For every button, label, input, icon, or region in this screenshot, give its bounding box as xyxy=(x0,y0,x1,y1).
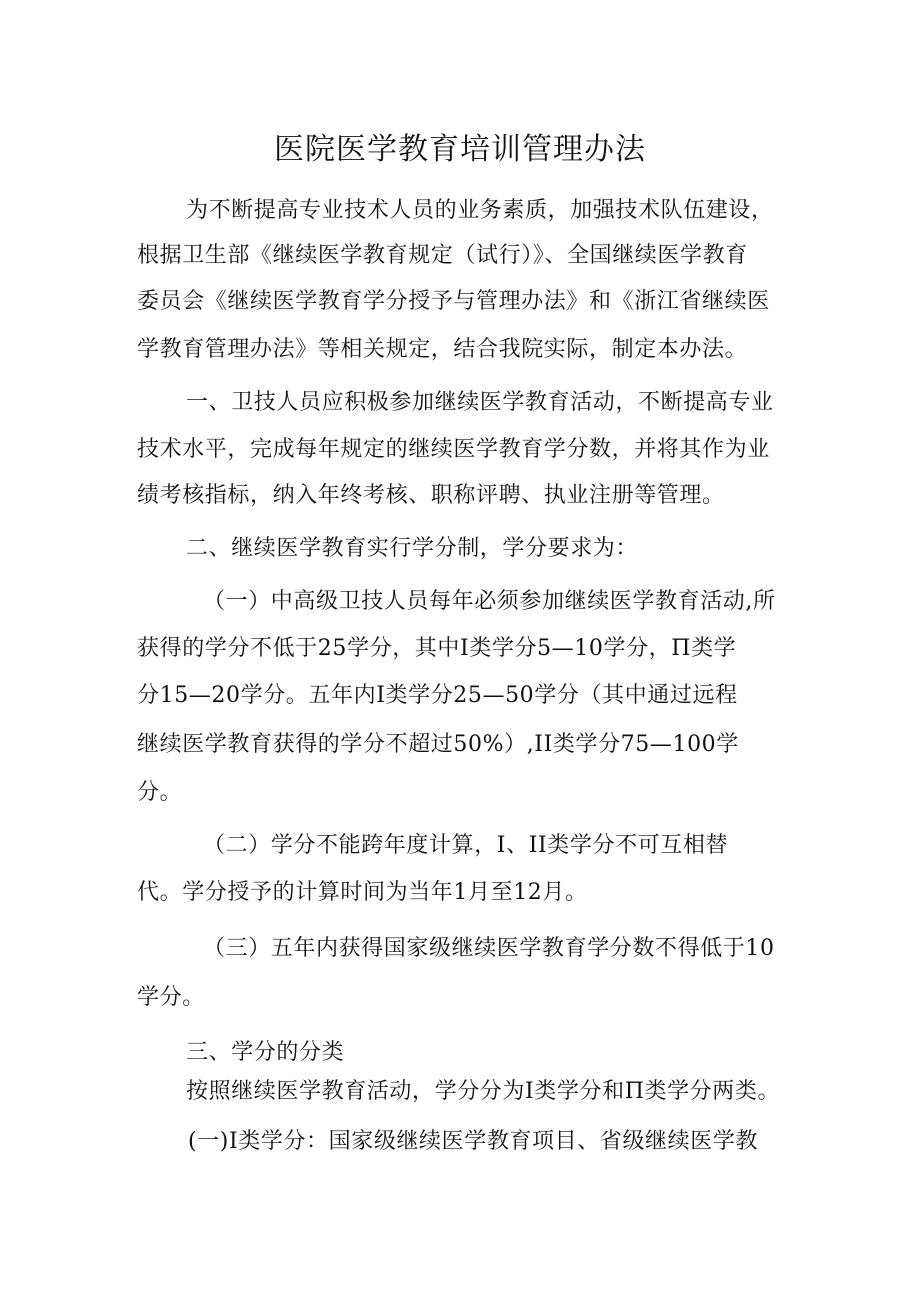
paragraph-line: 委员会《继续医学教育学分授予与管理办法》和《浙江省继续医 xyxy=(137,289,770,314)
paragraph-line: 一、卫技人员应积极参加继续医学教育活动，不断提高专业 xyxy=(186,390,774,415)
paragraph-line: 获得的学分不低于25学分，其中I类学分5—10学分，Π类学 xyxy=(137,636,737,661)
paragraph-line: （三）五年内获得国家级继续医学教育学分数不得低于10 xyxy=(203,936,775,961)
document-title: 医院医学教育培训管理办法 xyxy=(274,132,646,167)
section-heading: 二、继续医学教育实行学分制，学分要求为： xyxy=(186,536,639,561)
paragraph-line: 分15—20学分。五年内I类学分25—50学分（其中通过远程 xyxy=(137,683,738,708)
paragraph-line: 根据卫生部《继续医学教育规定（试行）》、全国继续医学教育 xyxy=(137,243,748,268)
paragraph-line: 技术水平，完成每年规定的继续医学教育学分数，并将其作为业 xyxy=(137,437,770,462)
paragraph-line: （二）学分不能跨年度计算，I、II类学分不可互相替 xyxy=(203,833,729,858)
paragraph-line: 分。 xyxy=(137,780,183,805)
section-heading: 三、学分的分类 xyxy=(186,1040,345,1065)
paragraph-line: 学教育管理办法》等相关规定，结合我院实际，制定本办法。 xyxy=(137,337,748,362)
paragraph-line: 按照继续医学教育活动，学分分为I类学分和Π类学分两类。 xyxy=(186,1079,781,1104)
paragraph-line: 学分。 xyxy=(137,985,205,1010)
paragraph-line: 继续医学教育获得的学分不超过50%）,II类学分75—100学 xyxy=(137,732,739,757)
paragraph-line: 代。学分授予的计算时间为当年1月至12月。 xyxy=(137,880,588,905)
paragraph-line: (一)I类学分：国家级继续医学教育项目、省级继续医学教 xyxy=(188,1129,759,1154)
paragraph-line: 为不断提高专业技术人员的业务素质，加强技术队伍建设， xyxy=(186,198,774,223)
paragraph-line: 绩考核指标，纳入年终考核、职称评聘、执业注册等管理。 xyxy=(137,483,725,508)
paragraph-line: （一）中高级卫技人员每年必须参加继续医学教育活动,所 xyxy=(203,589,776,614)
